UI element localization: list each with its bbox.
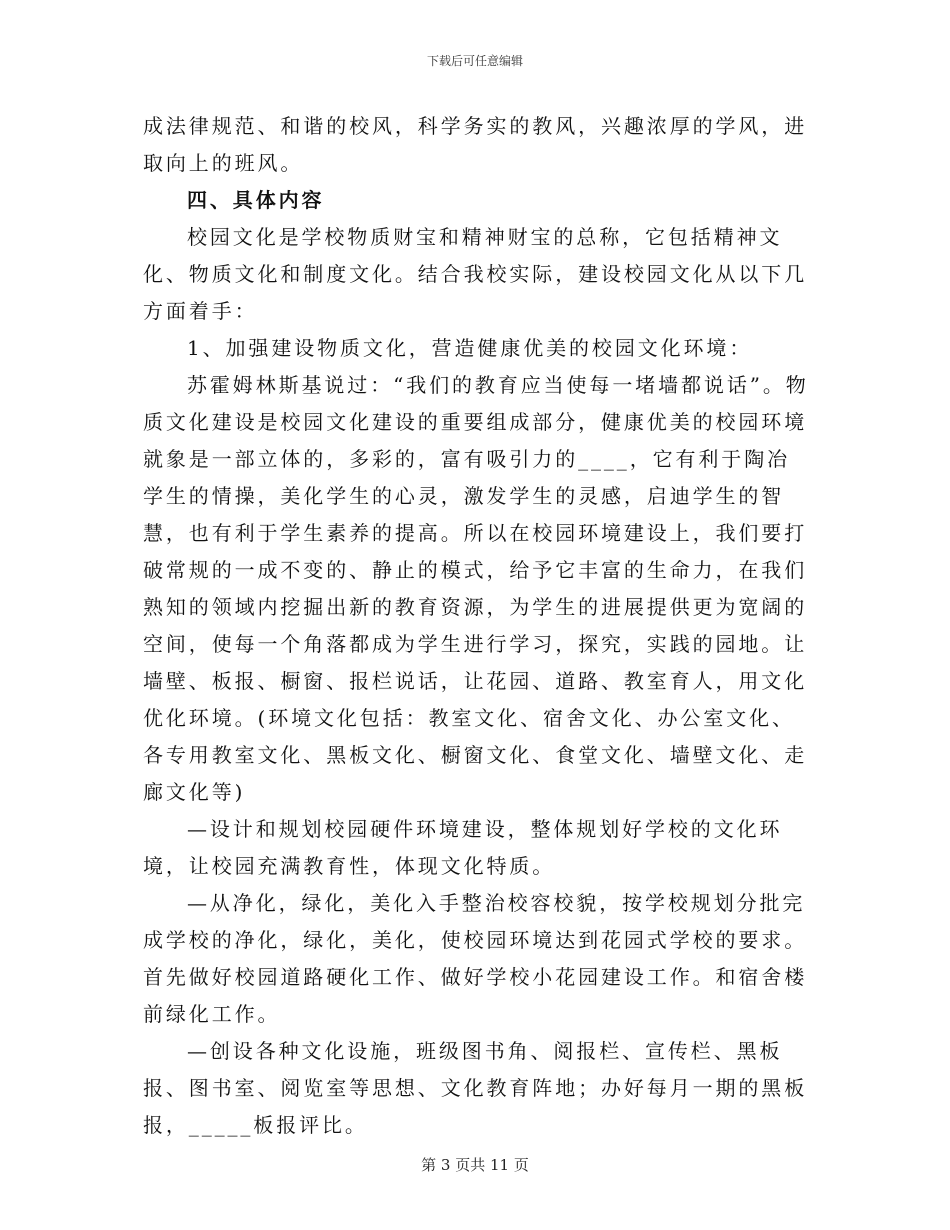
page-number: 第 3 页共 11 页 — [421, 1156, 529, 1174]
list-item-greening: —从净化，绿化，美化入手整治校容校貌，按学校规划分批完成学校的净化，绿化，美化，使校园环境达到花园式学校的要求。首先做好校园道路硬化工作、做好学校小花园建设工作。和宿舍楼前绿化工作。 — [143, 891, 808, 1026]
page-header-note: 下载后可任意编辑 — [426, 54, 523, 68]
paragraph-main: 苏霍姆林斯基说过：“我们的教育应当使每一堵墙都说话”。物质文化建设是校园文化建设的重要组成部分，健康优美的校园环境就象是一部立体的，多彩的，富有吸引力的____，它有利于陶冶学生的情操，美化学生的心灵，激发学生的灵感，启迪学生的智慧，也有利于学生素养的提高。所以在校园环境建设上，我们要打破常规的一成不变的、静止的模式，给予它丰富的生命力，在我们熟知的领域内挖掘出新的教育资源，为学生的进展提供更为宽阔的空间，使每一个角落都成为学生进行学习，探究，实践的园地。让墙壁、板报、橱窗、报栏说话，让花园、道路、教室育人，用文化优化环境。(环境文化包括：教室文化、宿舍文化、办公室文化、各专用教室文化、黑板文化、橱窗文化、食堂文化、墙壁文化、走廊文化等) — [143, 373, 809, 804]
subsection-heading: 1、加强建设物质文化，营造健康优美的校园文化环境： — [187, 336, 753, 360]
list-item-design: —设计和规划校园硬件环境建设，整体规划好学校的文化环境，让校园充满教育性，体现文化特质。 — [143, 817, 783, 878]
paragraph-intro: 校园文化是学校物质财宝和精神财宝的总称，它包括精神文化、物质文化和制度文化。结合我校实际，建设校园文化从以下几方面着手： — [143, 225, 808, 323]
list-item-facilities: —创设各种文化设施，班级图书角、阅报栏、宣传栏、黑板报、图书室、阅览室等思想、文化教育阵地；办好每月一期的黑板报，_____板报评比。 — [143, 1039, 808, 1137]
paragraph-continuation: 成法律规范、和谐的校风，科学务实的教风，兴趣浓厚的学风，进取向上的班风。 — [143, 114, 808, 175]
document-body — [143, 108, 809, 1144]
section-heading: 四、具体内容 — [187, 188, 325, 212]
